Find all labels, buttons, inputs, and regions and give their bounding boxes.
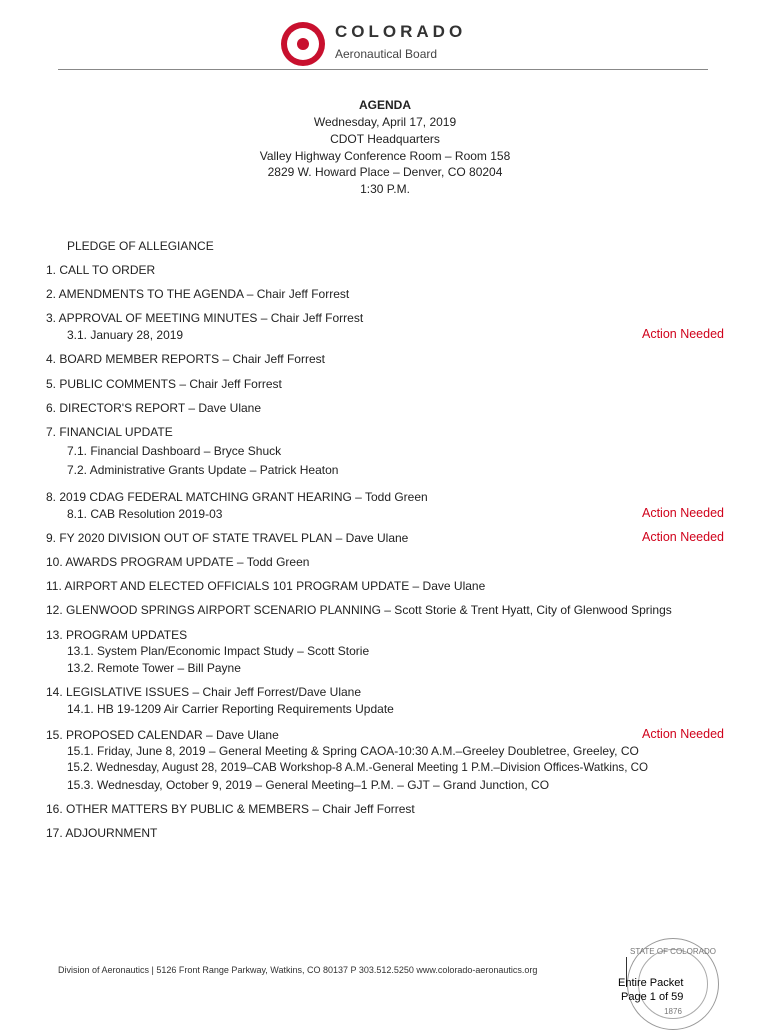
packet-page-info <box>618 976 683 1004</box>
header-divider <box>58 69 708 70</box>
agenda-item-13: 13. PROGRAM UPDATES <box>46 628 188 642</box>
agenda-subitem-7-2: 7.2. Administrative Grants Update – Patrick Heaton <box>67 463 339 477</box>
agenda-title: AGENDA <box>358 98 411 112</box>
agenda-subitem-13-1: 13.1. System Plan/Economic Impact Study – Scott Storie <box>67 644 370 658</box>
agenda-item-16: 16. OTHER MATTERS BY PUBLIC & MEMBERS – Chair Jeff Forrest <box>46 802 415 816</box>
agenda-item-1: 1. CALL TO ORDER <box>46 263 156 277</box>
agenda-item-10: 10. AWARDS PROGRAM UPDATE – Todd Green <box>46 555 310 569</box>
agenda-subitem-3-1: 3.1. January 28, 2019 <box>67 328 184 342</box>
colorado-logo-icon <box>281 22 325 66</box>
seal-year: 1876 <box>664 1007 682 1016</box>
logo-core <box>297 38 309 50</box>
agenda-room: Valley Highway Conference Room – Room 158 <box>259 149 511 163</box>
agenda-subitem-14-1: 14.1. HB 19-1209 Air Carrier Reporting Requirements Update <box>67 702 394 716</box>
action-needed-badge: Action Needed <box>641 530 724 544</box>
action-needed-badge: Action Needed <box>641 506 724 520</box>
agenda-item-12: 12. GLENWOOD SPRINGS AIRPORT SCENARIO PLANNING – Scott Storie & Trent Hyatt, City of Glenwood Springs <box>46 603 672 617</box>
agenda-item-4: 4. BOARD MEMBER REPORTS – Chair Jeff Forrest <box>46 352 325 366</box>
page-number: Page 1 of 59 <box>621 991 684 1003</box>
agenda-location: CDOT Headquarters <box>330 132 440 146</box>
agenda-subitem-15-2: 15.2. Wednesday, August 28, 2019–CAB Workshop-8 A.M.-General Meeting 1 P.M.–Division Offices-Watkins, CO <box>67 761 649 774</box>
action-needed-badge: Action Needed <box>641 727 724 741</box>
agenda-item-7: 7. FINANCIAL UPDATE <box>46 425 173 439</box>
agenda-address: 2829 W. Howard Place – Denver, CO 80204 <box>267 165 503 179</box>
agenda-item-8: 8. 2019 CDAG FEDERAL MATCHING GRANT HEARING – Todd Green <box>46 490 428 504</box>
agenda-item-15: 15. PROPOSED CALENDAR – Dave Ulane <box>46 728 279 742</box>
brand-subtitle: Aeronautical Board <box>335 47 438 61</box>
packet-label: Entire Packet <box>618 977 684 989</box>
agenda-time: 1:30 P.M. <box>360 182 410 196</box>
action-needed-badge: Action Needed <box>641 327 724 341</box>
logo-inner-ring <box>287 28 319 60</box>
agenda-item-11: 11. AIRPORT AND ELECTED OFFICIALS 101 PROGRAM UPDATE – Dave Ulane <box>46 579 486 593</box>
agenda-item-14: 14. LEGISLATIVE ISSUES – Chair Jeff Forrest/Dave Ulane <box>46 685 362 699</box>
agenda-subitem-7-1: 7.1. Financial Dashboard – Bryce Shuck <box>67 444 282 458</box>
agenda-subitem-15-1: 15.1. Friday, June 8, 2019 – General Meeting & Spring CAOA-10:30 A.M.–Greeley Doubletree, Greeley, CO <box>67 744 639 758</box>
agenda-date: Wednesday, April 17, 2019 <box>313 115 457 129</box>
agenda-item-pledge: PLEDGE OF ALLEGIANCE <box>67 239 214 253</box>
brand-title: COLORADO <box>335 22 467 41</box>
agenda-subitem-8-1: 8.1. CAB Resolution 2019-03 <box>67 507 223 521</box>
agenda-item-2: 2. AMENDMENTS TO THE AGENDA – Chair Jeff Forrest <box>46 287 350 301</box>
agenda-item-6: 6. DIRECTOR'S REPORT – Dave Ulane <box>46 401 262 415</box>
agenda-subitem-15-3: 15.3. Wednesday, October 9, 2019 – General Meeting–1 P.M. – GJT – Grand Junction, CO <box>67 778 550 792</box>
seal-text: STATE OF COLORADO <box>630 947 716 956</box>
agenda-item-5: 5. PUBLIC COMMENTS – Chair Jeff Forrest <box>46 377 282 391</box>
agenda-item-9: 9. FY 2020 DIVISION OUT OF STATE TRAVEL PLAN – Dave Ulane <box>46 531 409 545</box>
agenda-item-3: 3. APPROVAL OF MEETING MINUTES – Chair Jeff Forrest <box>46 311 364 325</box>
footer-contact: Division of Aeronautics | 5126 Front Range Parkway, Watkins, CO 80137 P 303.512.5250 www.colorado-aeronautics.org <box>58 965 538 975</box>
agenda-item-17: 17. ADJOURNMENT <box>46 826 158 840</box>
agenda-subitem-13-2: 13.2. Remote Tower – Bill Payne <box>67 661 241 675</box>
